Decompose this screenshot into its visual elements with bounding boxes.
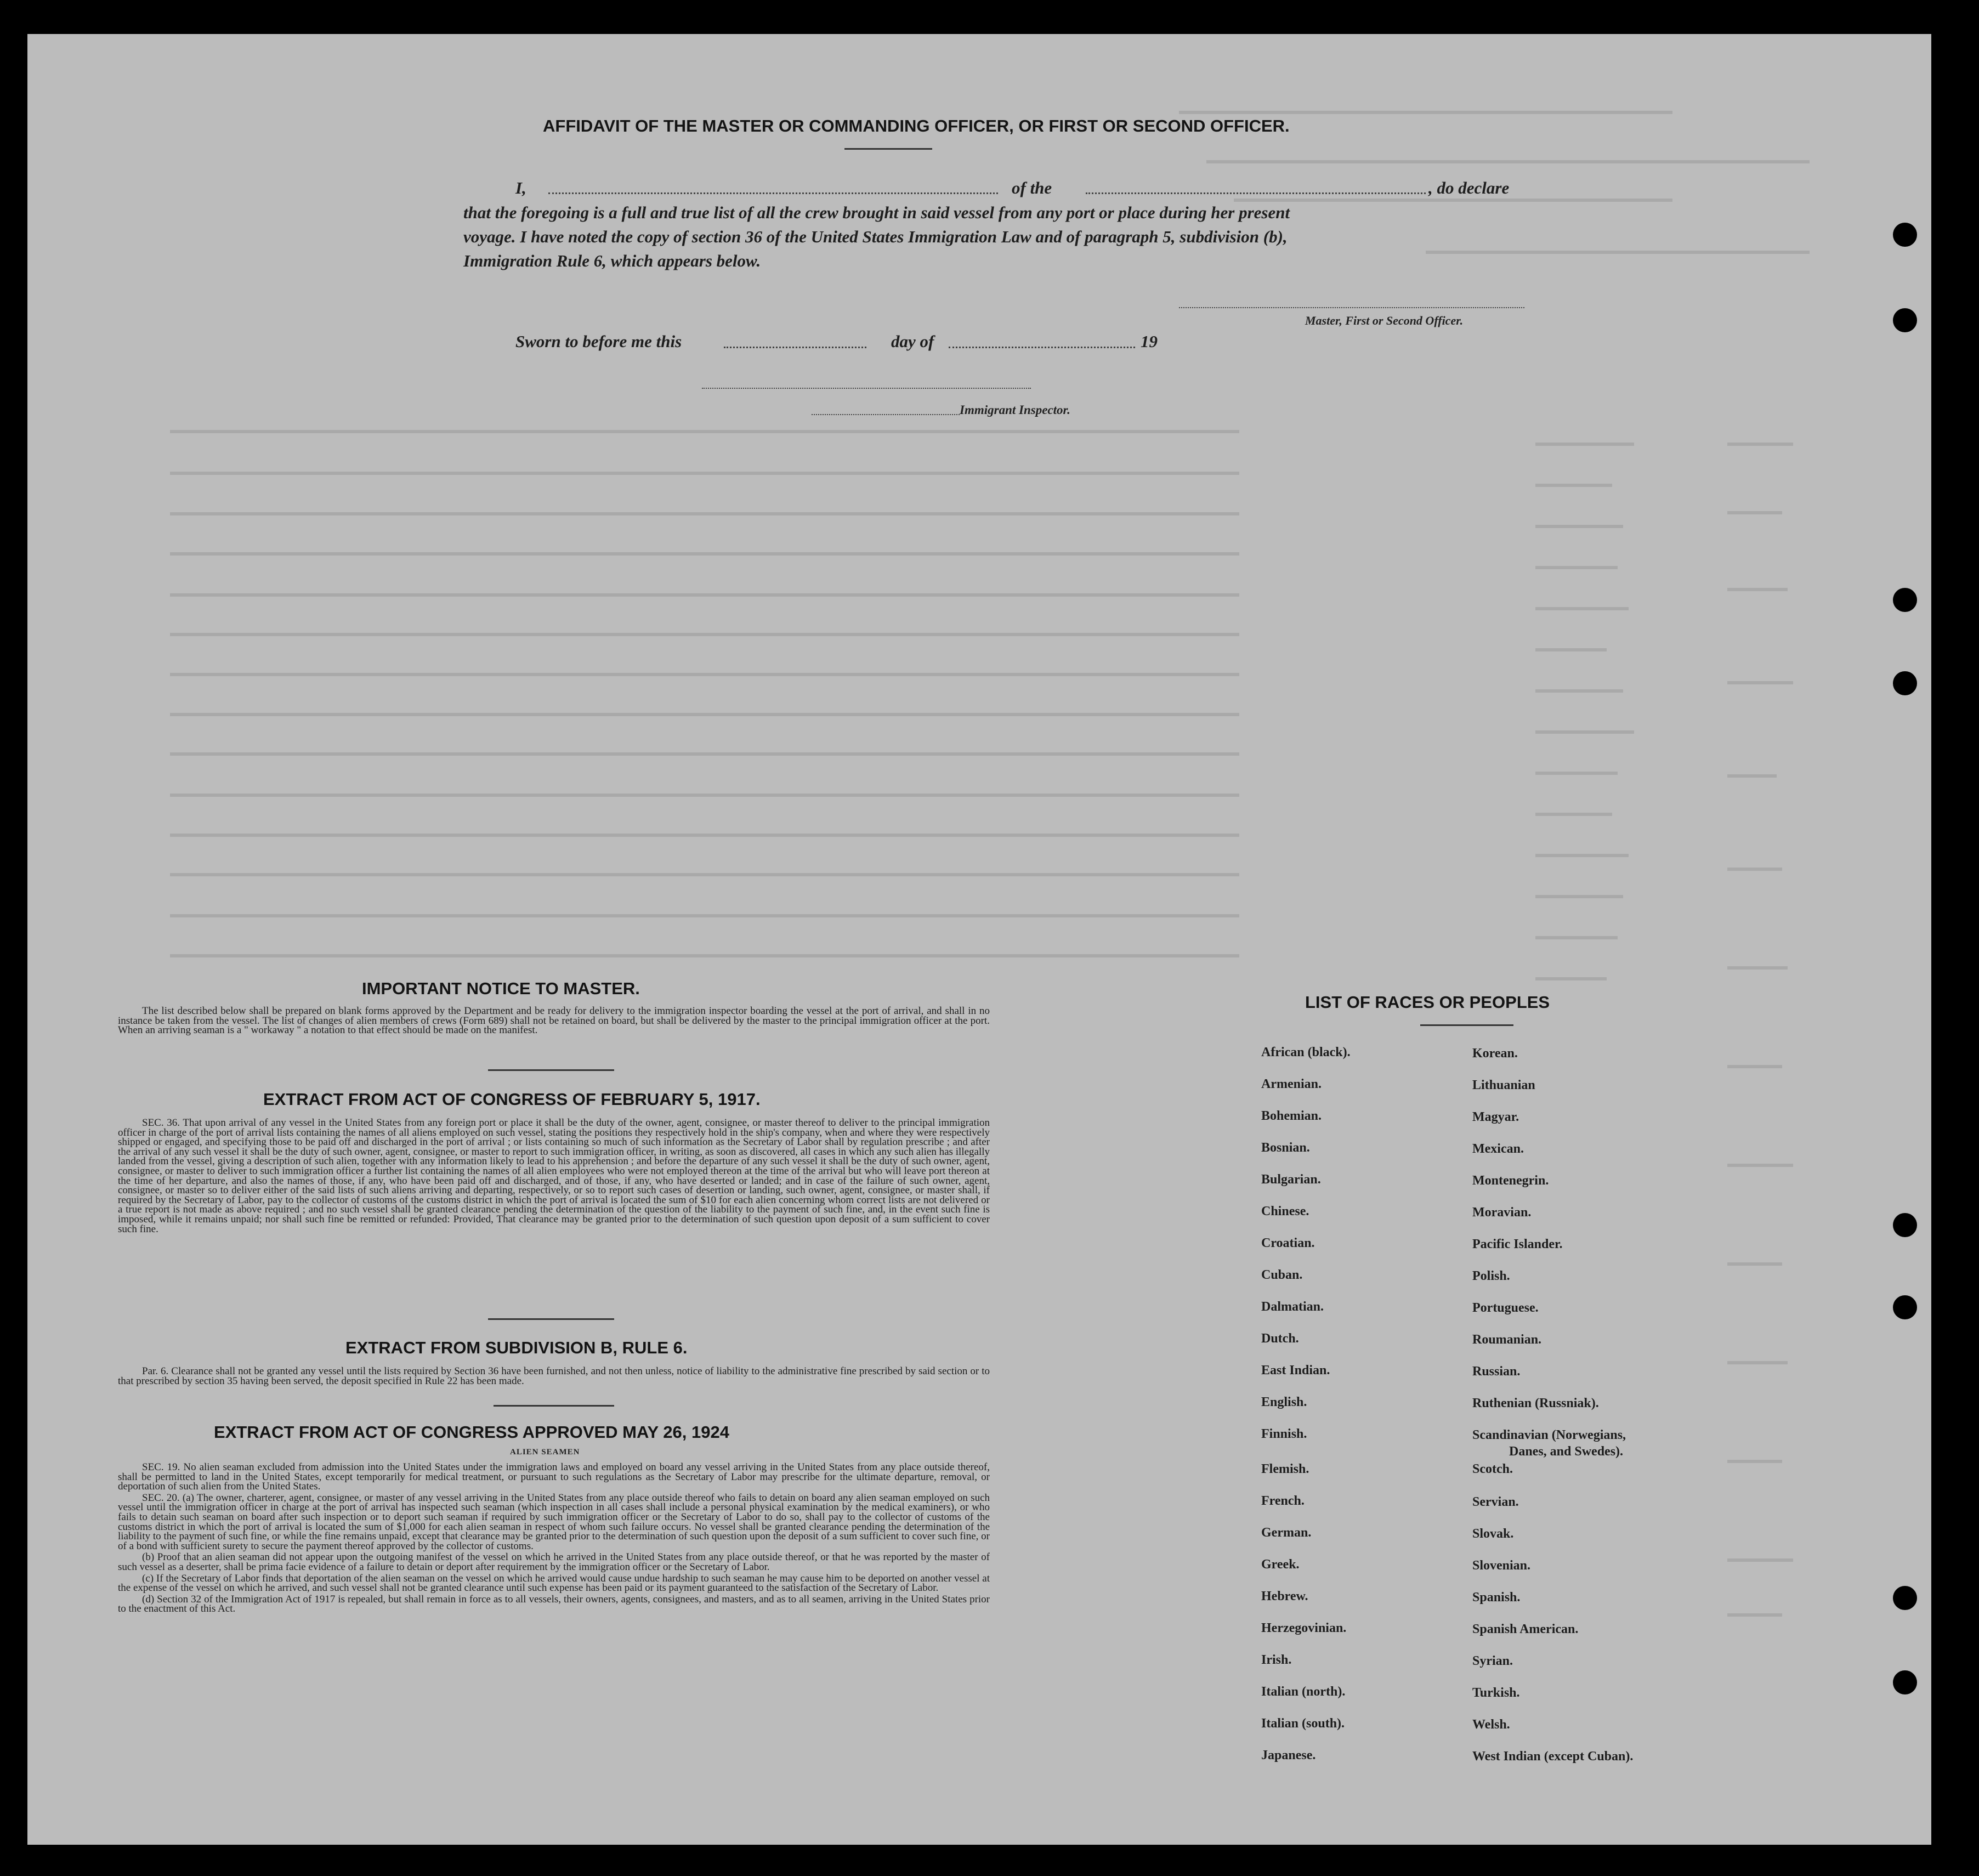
race-item: Montenegrin. — [1472, 1174, 1549, 1188]
day-of-text: day of — [891, 332, 934, 351]
affidavit-title: AFFIDAVIT OF THE MASTER OR COMMANDING OFFICER, OR FIRST OR SECOND OFFICER. — [543, 116, 1290, 135]
race-item: Bohemian. — [1261, 1109, 1322, 1123]
inspector-label: Immigrant Inspector. — [960, 403, 1070, 417]
race-item: Bosnian. — [1261, 1141, 1310, 1155]
rule6-title: EXTRACT FROM SUBDIVISION B, RULE 6. — [345, 1338, 688, 1357]
punch-hole — [1893, 1213, 1917, 1237]
sworn-month-blank[interactable] — [949, 347, 1135, 348]
rule6-text — [118, 1367, 990, 1387]
race-item: Syrian. — [1472, 1654, 1513, 1668]
race-item: Pacific Islander. — [1472, 1237, 1563, 1251]
notice-text — [118, 1006, 990, 1037]
act1924-paragraph: SEC. 20. (a) The owner, charterer, agent, consignee, or master of any vessel arriving in the United States from any place outside thereof who fails to detain on board any alien seaman employed on such vessel until the immigration officer in charge at the port of arrival has inspected such seaman (which inspection in all cases shall include a personal physical examination by the medical examiners), or who fails to detain such seaman on board after such inspection or to deport such seaman if required by such immigration officer or the Secretary of Labor to do so, shall pay to the collector of customs of the customs district in which the port of arrival is located the sum of $1,000 for each alien seaman in respect of whom such failure occurs. No vessel shall be granted clearance pending the determination of the liability to the payment of such fine, or while the fine remains unpaid, except that clearance may be granted prior to the determination of such question upon the deposit of a sum sufficient to cover such fine, or of a bond with sufficient surety to secure the payment thereof approved by the collector of customs. — [118, 1492, 990, 1552]
act1924-paragraph: SEC. 19. No alien seaman excluded from admission into the United States under the immigration laws and employed on board any vessel arriving in the United States from any place outside thereof, shall be permitted to land in the United States, except temporarily for medical treatment, or pursuant to such regulations as the Secretary of Labor may prescribe for the ultimate departure, removal, or deportation of such alien from the United States. — [118, 1461, 990, 1493]
affidavit-declare: , do declare — [1428, 178, 1510, 197]
punch-hole — [1893, 1586, 1917, 1610]
race-item: Spanish. — [1472, 1590, 1521, 1605]
sworn-day-blank[interactable] — [724, 347, 866, 348]
rule6-paragraph: Par. 6. Clearance shall not be granted any vessel until the lists required by Section 36 have been furnished, and not then unless, notice of liability to the administrative fine prescribed by said section or to that prescribed by section 35 having been served, the deposit specified in Rule 22 has been made. — [118, 1365, 990, 1387]
punch-hole — [1893, 308, 1917, 332]
race-item: Hebrew. — [1261, 1589, 1308, 1603]
title-divider — [844, 148, 932, 150]
affidavit-pronoun: I, — [515, 178, 526, 197]
name-blank[interactable] — [548, 192, 998, 194]
race-item: Moravian. — [1472, 1205, 1532, 1220]
act1924-text — [118, 1463, 990, 1616]
race-item: French. — [1261, 1494, 1305, 1508]
race-item: African (black). — [1261, 1045, 1351, 1059]
section-divider — [494, 1405, 614, 1407]
affidavit-line3: voyage. I have noted the copy of section 36 of the United States Immigration Law and of paragraph 5, subdivision (b), — [463, 227, 1288, 246]
vessel-blank[interactable] — [1086, 192, 1426, 194]
race-item: Bulgarian. — [1261, 1172, 1321, 1187]
race-item: Mexican. — [1472, 1142, 1524, 1156]
race-item: Armenian. — [1261, 1077, 1322, 1091]
race-item: Turkish. — [1472, 1686, 1520, 1700]
race-item: Japanese. — [1261, 1748, 1316, 1762]
inspector-upper-line — [702, 388, 1031, 389]
race-item: Portuguese. — [1472, 1301, 1539, 1315]
race-item: Flemish. — [1261, 1462, 1309, 1476]
inspector-signature-line[interactable] — [812, 414, 960, 415]
act1924-paragraph: (d) Section 32 of the Immigration Act of 1917 is repealed, but shall remain in force as to all vessels, their owners, agents, consignees, and masters, and as to all seamen, arriving in the United States prior to the enactment of this Act. — [118, 1593, 990, 1615]
race-item: Greek. — [1261, 1557, 1300, 1572]
race-item: Scotch. — [1472, 1462, 1513, 1476]
affidavit-line2: that the foregoing is a full and true list of all the crew brought in said vessel from any port or place during her present — [463, 203, 1290, 222]
act1917-text — [118, 1118, 990, 1235]
race-item: English. — [1261, 1395, 1307, 1409]
affidavit-line4: Immigration Rule 6, which appears below. — [463, 251, 761, 270]
race-item: East Indian. — [1261, 1363, 1330, 1378]
race-item: Slovenian. — [1472, 1558, 1531, 1573]
race-item: Herzegovinian. — [1261, 1621, 1347, 1635]
master-signature-line[interactable] — [1179, 307, 1524, 308]
race-item: Italian (south). — [1261, 1716, 1345, 1731]
race-item: Spanish American. — [1472, 1622, 1579, 1636]
punch-hole — [1893, 1670, 1917, 1694]
punch-hole — [1893, 671, 1917, 695]
race-item: Dalmatian. — [1261, 1300, 1324, 1314]
master-signature-label: Master, First or Second Officer. — [1305, 314, 1464, 327]
punch-hole — [1893, 223, 1917, 247]
race-item: Cuban. — [1261, 1268, 1303, 1282]
act1924-paragraph: (b) Proof that an alien seaman did not appear upon the outgoing manifest of the vessel on which he arrived in the United States from any place outside thereof, or that he was reported by the master of such vessel as a deserter, shall be prima facie evidence of a failure to detain or deport after requirement by the immigration officer or the Secretary of Labor. — [118, 1551, 990, 1573]
act1917-title: EXTRACT FROM ACT OF CONGRESS OF FEBRUARY 5, 1917. — [263, 1090, 761, 1109]
race-item: Korean. — [1472, 1046, 1518, 1061]
notice-title: IMPORTANT NOTICE TO MASTER. — [362, 979, 640, 998]
races-title: LIST OF RACES OR PEOPLES — [1305, 993, 1550, 1012]
race-item: West Indian (except Cuban). — [1472, 1749, 1634, 1764]
act1924-paragraph: (c) If the Secretary of Labor finds that deportation of the alien seaman on the vessel on which he arrived would cause undue hardship to such seaman he may cause him to be deported on another vessel at the expense of the vessel on which he arrived, and such vessel shall not be granted clearance until such expense has been paid or its payment guaranteed to the satisfaction of the Secretary of Labor. — [118, 1572, 990, 1594]
punch-hole — [1893, 1295, 1917, 1319]
section-divider — [488, 1069, 614, 1071]
race-item: Magyar. — [1472, 1110, 1519, 1124]
race-item: German. — [1261, 1526, 1312, 1540]
race-item: Irish. — [1261, 1653, 1292, 1667]
race-item: Roumanian. — [1472, 1333, 1542, 1347]
races-divider — [1420, 1024, 1513, 1026]
race-item: Servian. — [1472, 1495, 1519, 1509]
race-item: Danes, and Swedes). — [1509, 1444, 1624, 1459]
year-prefix: 19 — [1141, 332, 1158, 351]
race-item: Chinese. — [1261, 1204, 1309, 1218]
affidavit-of-the: of the — [1012, 178, 1052, 197]
race-item: Ruthenian (Russniak). — [1472, 1396, 1599, 1410]
race-item: Slovak. — [1472, 1527, 1514, 1541]
act1917-paragraph: SEC. 36. That upon arrival of any vessel in the United States from any foreign port or place it shall be the duty of the owner, agent, consignee, or master thereof to deliver to the principal immigration officer in charge of the port of arrival lists containing the names of all aliens employed on such vessel, stating the positions they respectively hold in the ship's company, when and where they were respectively shipped or engaged, and specifying those to be paid off and discharged in the port of arrival ; or lists containing so much of such information as the Secretary of Labor shall by regulation prescribe ; and after the arrival of any such vessel it shall be the duty of such owner, agent, consignee, or master to report to such immigration officer, in writing, as soon as discovered, all cases in which any such alien has illegally landed from the vessel, giving a description of such alien, together with any information likely to lead to his apprehension ; and before the departure of any such vessel it shall be the duty of such owner, agent, consignee, or master to deliver to such immigration officer a further list containing the names of all alien employees who were not employed thereon at the time of the arrival but who will leave port thereon at the time of her departure, and also the names of those, if any, who have been paid off and discharged, and of those, if any, who have deserted or landed; and in case of the failure of such owner, agent, consignee, or master so to deliver either of the said lists of such aliens arriving and departing, respectively, or so to report such cases of desertion or landing, such owner, agent, consignee, or master shall, if required by the Secretary of Labor, pay to the collector of customs of the customs district in which the port of arrival is located the sum of $10 for each alien concerning whom correct lists are not delivered or a true report is not made as above required ; and no such vessel shall be granted clearance pending the determination of the question of the liability to the payment of such fine, and, in the event such fine is imposed, while it remains unpaid; nor shall such fine be remitted or refunded: Provided, That clearance may be granted prior to the determination of such question upon deposit of a sum sufficient to cover such fine. — [118, 1117, 990, 1235]
race-item: Italian (north). — [1261, 1685, 1346, 1699]
race-item: Russian. — [1472, 1364, 1521, 1379]
document-page — [27, 34, 1931, 1845]
race-item: Croatian. — [1261, 1236, 1315, 1250]
act1924-subtitle: ALIEN SEAMEN — [510, 1448, 580, 1456]
race-item: Lithuanian — [1472, 1078, 1535, 1092]
act1924-title: EXTRACT FROM ACT OF CONGRESS APPROVED MAY 26, 1924 — [214, 1422, 729, 1442]
section-divider — [488, 1318, 614, 1320]
punch-hole — [1893, 588, 1917, 612]
race-item: Polish. — [1472, 1269, 1510, 1283]
race-item: Welsh. — [1472, 1718, 1510, 1732]
notice-paragraph: The list described below shall be prepared on blank forms approved by the Department and be ready for delivery to the immigration inspector boarding the vessel at the port of arrival, and shall in no instance be taken from the vessel. The list of changes of alien members of crews (Form 689) shall not be retained on board, but shall be delivered by the master to the principal immigration officer at the port. When an arriving seaman is a " workaway " a notation to that effect should be made on the manifest. — [118, 1005, 990, 1036]
race-item: Scandinavian (Norwegians, — [1472, 1428, 1626, 1442]
sworn-text: Sworn to before me this — [515, 332, 682, 351]
race-item: Finnish. — [1261, 1427, 1307, 1441]
race-item: Dutch. — [1261, 1331, 1299, 1346]
